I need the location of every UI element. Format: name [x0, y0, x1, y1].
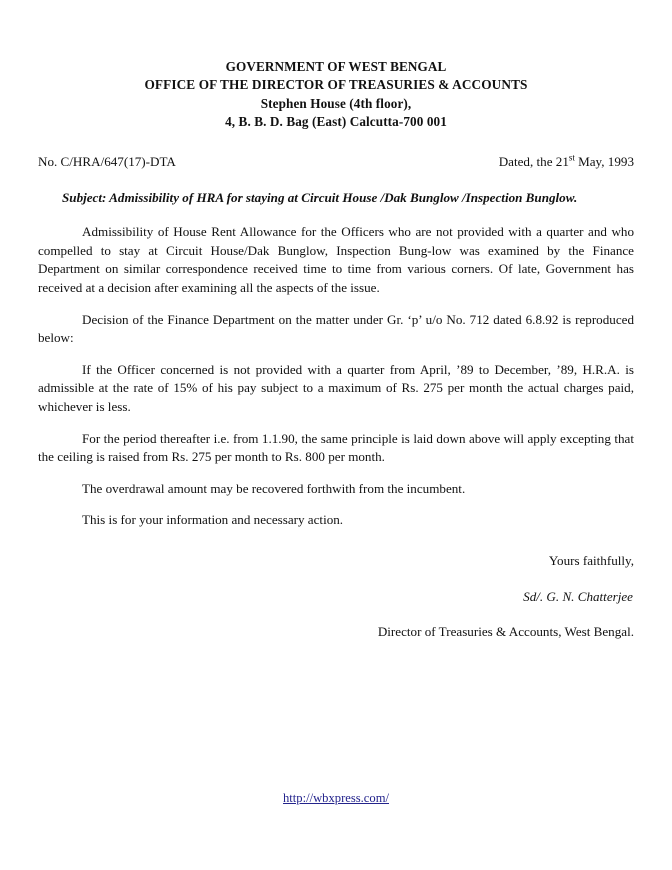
- letterhead-line-office: OFFICE OF THE DIRECTOR OF TREASURIES & ACCOUNTS: [144, 77, 528, 93]
- body-paragraph: This is for your information and necessary action.: [82, 512, 344, 528]
- body-paragraph: Admissibility of House Rent Allowance for the Officers who are not provided with a quarter and who compelled to stay at Circuit House/Dak Bunglow, Inspection Bung-low was examined by the Finance Department on similar correspondence received time to time from various corners. Of late, Government has received at a decision after examining all the aspects of the issue.: [38, 224, 634, 295]
- body-paragraph: Decision of the Finance Department on the matter under Gr. ‘p’ u/o No. 712 dated 6.8.92 is reproduced below:: [38, 311, 634, 346]
- signature-block: [38, 552, 634, 642]
- subject-line: Subject: Admissibility of HRA for staying at Circuit House /Dak Bunglow /Inspection Bunglow.: [62, 190, 578, 206]
- letterhead-line-address: 4, B. B. D. Bag (East) Calcutta-700 001: [225, 113, 447, 129]
- letterhead-line-government: GOVERNMENT OF WEST BENGAL: [225, 59, 447, 74]
- signature-closing: Yours faithfully,: [548, 552, 634, 568]
- document-content: [38, 0, 634, 642]
- letterhead-line-building: Stephen House (4th floor),: [260, 95, 412, 111]
- date-ordinal-suffix: st: [568, 152, 575, 163]
- signatory-name: Sd/. G. N. Chatterjee: [523, 588, 633, 604]
- body-text: [38, 223, 634, 530]
- footer-source-link[interactable]: http://wbxpress.com/: [283, 791, 389, 805]
- date-prefix: Dated, the 21: [498, 154, 569, 170]
- body-paragraph: If the Officer concerned is not provided with a quarter from April, ’89 to December, ’89, H.R.A. is admissible at the rate of 15% of his pay subject to a maximum of Rs. 275 per month the actual charges paid, whichever is less.: [38, 361, 634, 414]
- signatory-designation: Director of Treasuries & Accounts, West Bengal.: [377, 624, 634, 640]
- reference-row: [38, 153, 634, 170]
- date-month-year: May, 1993: [574, 154, 634, 170]
- body-paragraph: The overdrawal amount may be recovered forthwith from the incumbent.: [82, 480, 466, 496]
- reference-date: [499, 153, 634, 170]
- reference-number: No. C/HRA/647(17)-DTA: [38, 154, 176, 170]
- letterhead: [38, 0, 634, 131]
- body-paragraph: For the period thereafter i.e. from 1.1.90, the same principle is laid down above will apply excepting that the ceiling is raised from Rs. 275 per month to Rs. 800 per month.: [38, 430, 634, 465]
- footer: [0, 789, 672, 807]
